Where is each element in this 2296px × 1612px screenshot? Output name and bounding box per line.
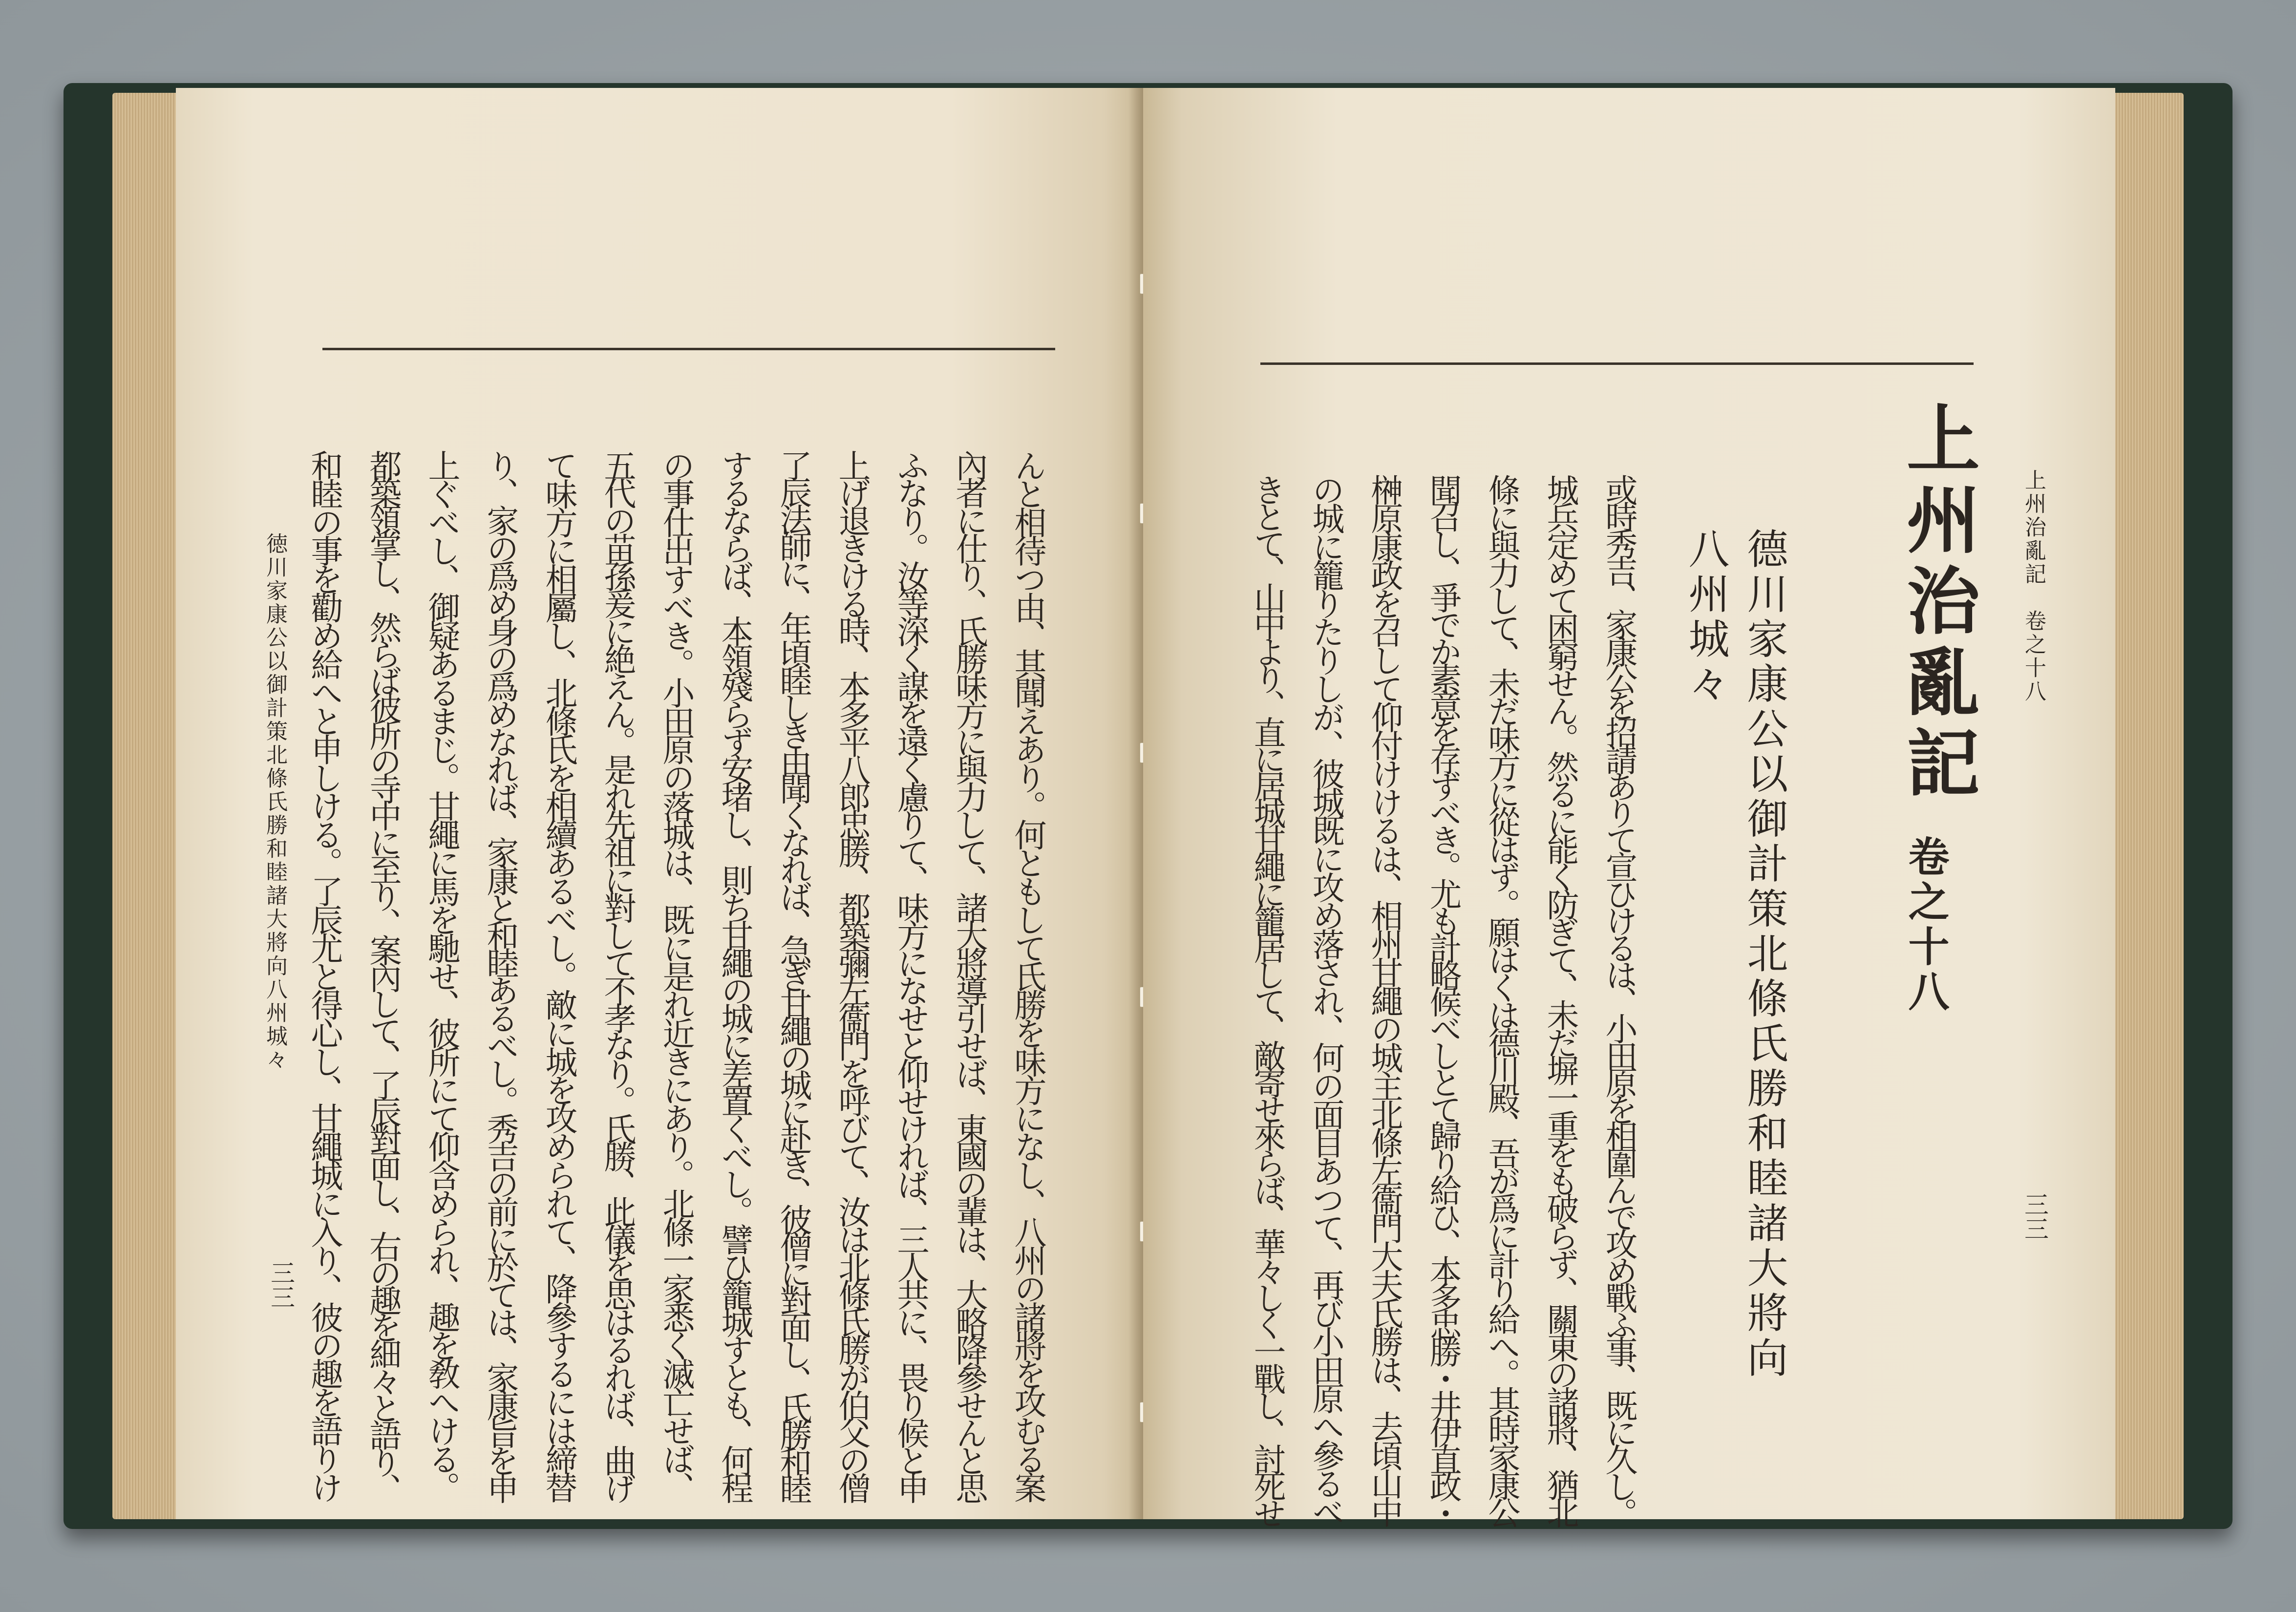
chapter-title-continued: 八州城々 bbox=[1682, 528, 1730, 707]
volume-label: 卷之十八 bbox=[1902, 835, 1950, 1015]
right-text-block bbox=[1231, 474, 1671, 1548]
book-title: 上州治亂記 bbox=[1894, 401, 1980, 806]
left-col-1: んと相待つ由、其聞えあり。何ともして氏勝を味方になし、八州の諸將を攻むる案 bbox=[1009, 449, 1046, 1500]
right-header-rule bbox=[1260, 362, 1974, 365]
left-col-10: り、家の爲め身の爲めなれば、家康と和睦あるべし。秀吉の前に於ては、家康旨を申 bbox=[481, 449, 519, 1500]
page-edges-right bbox=[2110, 93, 2184, 1519]
left-running-head: 徳川家康公以御計策北條氏勝和睦諸大將向八州城々 bbox=[262, 532, 287, 1072]
right-running-head: 上州治亂記 卷之十八 bbox=[2021, 469, 2046, 703]
left-col-11: 上ぐべし、御疑あるまじ。甘繩に馬を馳せ、彼所にて仰含められ、趣を敎へける。 bbox=[423, 449, 460, 1500]
right-col-7: きとて、山中より、直に居城甘繩に籠居して、敵寄せ來らば、華々しく一戰し、討死せ bbox=[1248, 474, 1286, 1525]
page-edges-left bbox=[112, 93, 186, 1519]
right-col-3: 條に與力して、未だ味方に從はず。願はくは德川殿、吾が爲に計り給へ。其時家康公 bbox=[1483, 474, 1520, 1525]
right-col-4: 聞召し、爭でか素意を存ずべき。尤も計略候べしとて歸り給ひ、本多忠勝・井伊直政・ bbox=[1424, 474, 1462, 1525]
left-col-2: 內者に仕り、氏勝味方に與力して、諸大將導引せば、東國の輩は、大略降參せんと思 bbox=[950, 449, 988, 1500]
right-col-5: 榊原康政を召して仰付けけるは、相州甘繩の城主北條左衞門大夫氏勝は、去頃山中 bbox=[1365, 474, 1403, 1524]
left-text-block bbox=[303, 449, 1065, 1524]
left-col-6: するならば、本領殘らず安堵し、則ち甘繩の城に差置くべし。譬ひ籠城すとも、何程 bbox=[716, 449, 753, 1500]
left-col-3: ふなり。汝等深く謀を遠く慮りて、味方になせと仰せければ、三人共に、畏り候と申 bbox=[892, 449, 929, 1500]
left-col-8: 五代の苗孫爰に絶えん。是れ先祖に對して不孝なり。氏勝、此儀を思はるれば、曲げ bbox=[598, 449, 636, 1500]
right-col-2: 城兵定めて困窮せん。然るに能く防ぎて、未だ塀一重をも破らず、關東の諸將、猶北 bbox=[1541, 474, 1579, 1524]
left-header-rule bbox=[322, 348, 1055, 350]
left-col-12: 都築領掌し、然らば彼所の寺中に至り、案內して、了辰對面し、右の趣を細々と語り、 bbox=[364, 449, 402, 1500]
left-page-number: 三三 bbox=[267, 1260, 295, 1309]
left-col-5: 了辰法師に、年頃睦しき由聞くなれば、急ぎ甘繩の城に赴き、彼僧に對面し、氏勝和睦 bbox=[774, 449, 812, 1500]
left-col-7: の事仕出すべき。小田原の落城は、既に是れ近きにあり。北條一家悉く滅亡せば、 bbox=[657, 449, 695, 1500]
left-col-13: 和睦の事を勸め給へと申しける。了辰尤と得心し、甘繩城に入り、彼の趣を語りけ bbox=[305, 449, 343, 1500]
chapter-title: 德川家康公以御計策北條氏勝和睦諸大將向 bbox=[1741, 528, 1788, 1381]
right-col-1: 或時秀吉、家康公を招請ありて宣ひけるは、小田原を相圍んで攻め戰ふ事、既に久し。 bbox=[1600, 474, 1637, 1525]
left-col-9: て味方に相屬し、北條氏を相續あるべし。敵に城を攻められて、降參するには締替 bbox=[540, 449, 577, 1500]
right-page bbox=[1143, 88, 2115, 1525]
right-col-6: の城に籠りたりしが、彼城既に攻め落され、何の面目あつて、再び小田原へ參るべ bbox=[1307, 474, 1344, 1525]
left-col-4: 上げ退きける時、本多平八郎忠勝、都築彌左衞門を呼びて、汝は北條氏勝が伯父の僧 bbox=[833, 449, 871, 1500]
right-page-number: 三三 bbox=[2020, 1192, 2049, 1241]
left-page bbox=[176, 88, 1143, 1519]
